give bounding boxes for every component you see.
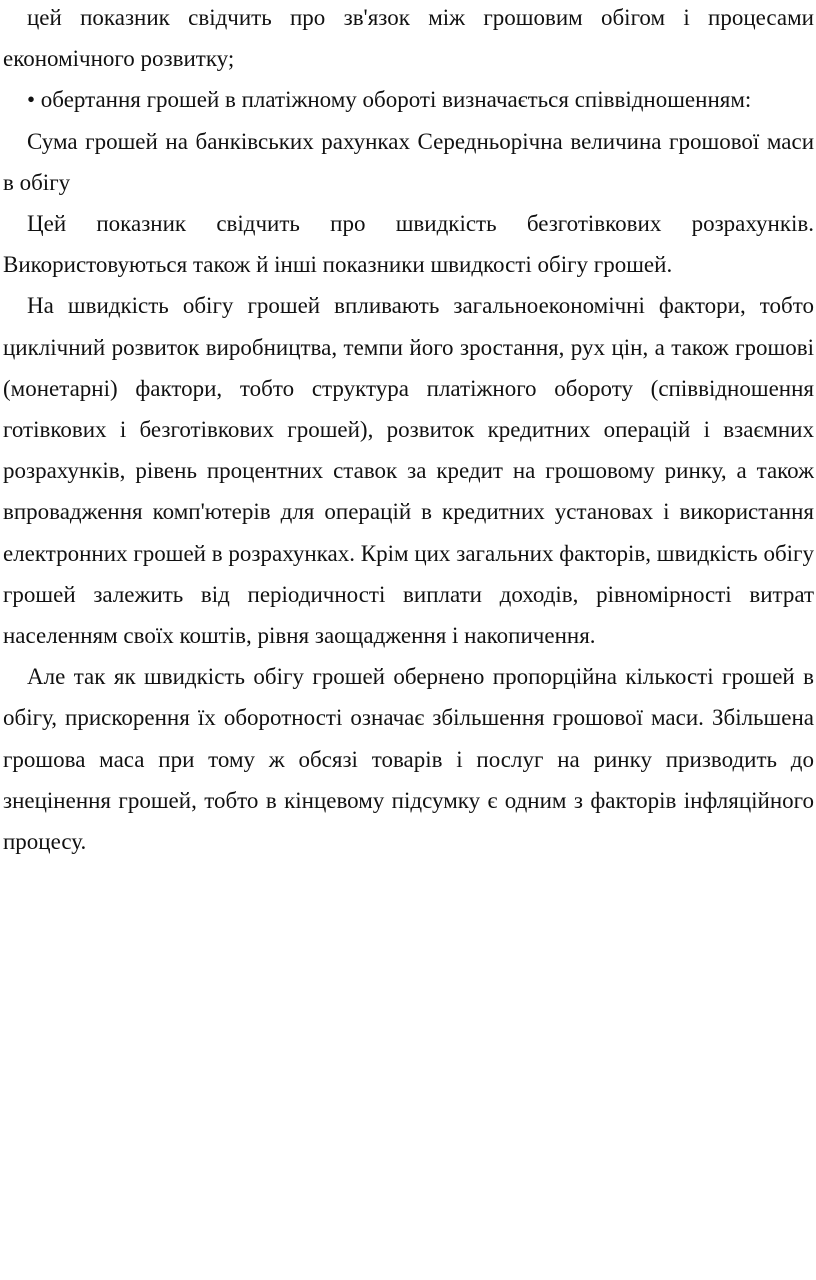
- document-body: [3, 0, 814, 862]
- paragraph-ratio-formula: Сума грошей на банківських рахунках Середньорічна величина грошової маси в обігу: [3, 128, 814, 195]
- paragraph-noncash-speed: Цей показник свідчить про швидкість безготівкових розрахунків. Використовуються також й інші показники швидкості обігу грошей.: [3, 211, 814, 278]
- paragraph-bullet-turnover: • обертання грошей в платіжному обороті визначається співвідношенням:: [27, 87, 752, 113]
- paragraph-indicator-economy: цей показник свідчить про зв'язок між грошовим обігом і процесами економічного розвитку;: [3, 5, 814, 72]
- paragraph-inflation: Але так як швидкість обігу грошей обернено пропорційна кількості грошей в обігу, прискорення їх оборотності означає збільшення грошової маси. Збільшена грошова маса при тому ж обсязі товарів і послуг на ринку призводить до знецінення грошей, тобто в кінцевому підсумку є одним з факторів інфляційного процесу.: [3, 664, 814, 855]
- paragraph-velocity-factors: На швидкість обігу грошей впливають загальноекономічні фактори, тобто циклічний розвиток виробництва, темпи його зростання, рух цін, а також грошові (монетарні) фактори, тобто структура платіжного обороту (співвідношення готівкових і безготівкових грошей), розвиток кредитних операцій і взаємних розрахунків, рівень процентних ставок за кредит на грошовому ринку, а також впровадження комп'ютерів для операцій в кредитних установах і використання електронних грошей в розрахунках. Крім цих загальних факторів, швидкість обігу грошей залежить від періодичності виплати доходів, рівномірності витрат населенням своїх коштів, рівня заощадження і накопичення.: [3, 293, 814, 649]
